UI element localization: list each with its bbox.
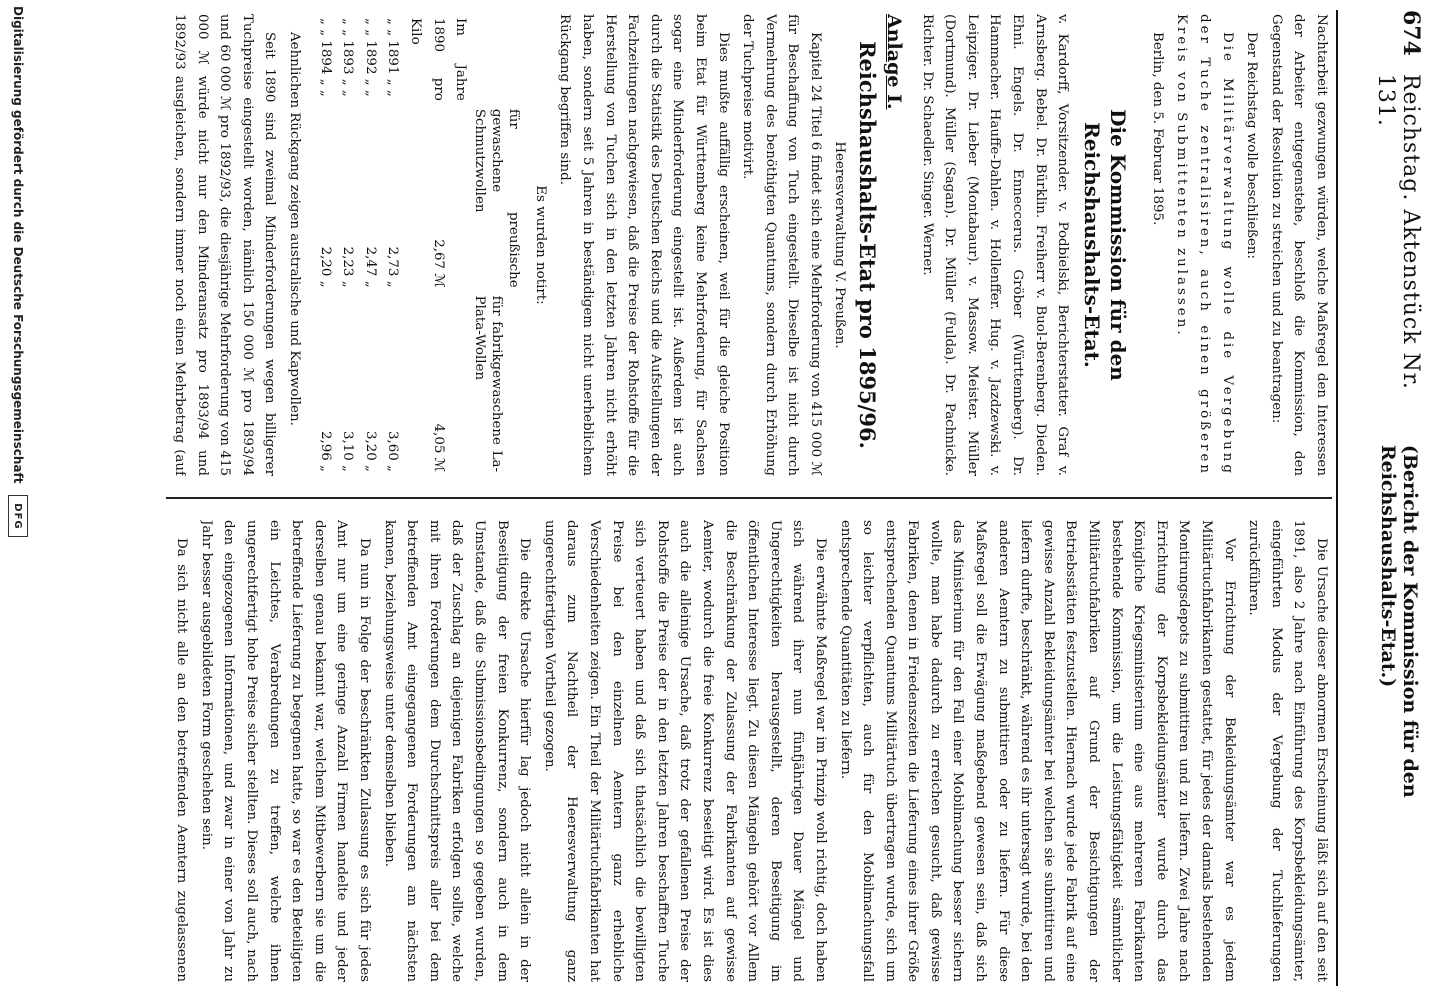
price-cell: 2,67 ℳ: [430, 239, 446, 288]
table-header: für fabrikgewaschene La-Plata-Wollen: [472, 295, 505, 472]
member-list: v. Kardorff, Vorsitzender. v. Podbielski, Berichterstatter. Graf v. Arnsberg. Bebel. Dr. Bürklin. Freiherr v. Buol-Berenberg. Dieden. Ehni. Engels. Dr. Enneccerus. Gröber (Württemberg). Dr. Hammacher. Hauffe-Dahlen. v. Hollenffer. Hug. v. Jazdzewski. v. Leipziger. Dr. Lieber (Montabaur). v. Massow. Meister. Müller (Dortmund). Müller (Sagan). Dr. Müller (Fulda). Dr. Pachnicke. Richter. Dr. Schaedler. Singer. Werner.: [919, 14, 1071, 476]
paragraph: Aehnlichen Rückgang zeigen australische und Kapwollen.: [287, 32, 303, 426]
paragraph: Da nun in Folge der beschränkten Zulassung es sich für jedes Amt nur um eine geringe Anzahl Firmen handelte und jeder derselben genau bekannt war, welchem Mitbewerbern sie um die betreffende Lieferung zu begegnen hatte, so war es den Beteiligten ein Leichtes, Verabredungen zu treffen, welche ihnen ungerechtfertigt hohe Preise sicher stellten. Dieses soll auch, nach den eingezogenen Informationen, und zwar in einer von Jahr zu Jahr besser ausgebildeten Form geschehen sein.: [198, 520, 373, 982]
wool-price-table: [313, 14, 522, 476]
paragraph: Der Reichstag wolle beschließen:: [1244, 32, 1260, 260]
price-cell: 2,20 „: [317, 246, 333, 288]
paragraph: Dies mußte auffällig erscheinen, weil für die gleiche Position beim Etat für Württemberg keine Mehrforderung, für Sachsen sogar eine Minderforderung eingestellt ist. Außerdem ist auch durch die Statistik des Deutschen Reichs und die Aufstellungen der Fachzeitungen nachgewiesen, daß die Preise der Rohstoffe für die Herstellung von Tuchen sich in den letzten Jahren nicht erhöht haben, sondern seit 5 Jahren in beständigem nicht unerheblichem Rückgang begriffen sind.: [557, 14, 731, 476]
price-cell: 2,73 „: [385, 246, 401, 288]
etat-subtitle: Heeresverwaltung V. Preußen.: [832, 141, 848, 349]
dfg-logo: DFG: [8, 495, 28, 537]
header-subtitle: (Bericht der Kommission für den Reichshaushalts-Etat.): [1377, 444, 1421, 798]
price-cell: 2,23 „: [340, 246, 356, 288]
date-line: Berlin, den 5. Februar 1895.: [1149, 32, 1165, 226]
resolution-text: Die Militärverwaltung wolle die Vergebung der Tuche zentralisiren, auch einen größeren Kreis von Submittenten zulassen.: [1174, 14, 1235, 476]
table-row: [403, 14, 471, 476]
row-label: „ „ 1893 „ „: [340, 18, 356, 97]
credit-text: Digitalisierung gefördert durch die Deutsche Forschungsgemeinschaft: [11, 6, 25, 484]
table-row: [313, 14, 336, 476]
table-header: für preußische gewaschene Schmutzwollen: [472, 108, 522, 288]
price-cell: 3,20 „: [362, 430, 378, 472]
paragraph: Die erwähnte Maßregel war im Prinzip wohl richtig, doch haben sich während ihrer nun fünfjährigen Dauer Mängel und Ungerechtigkeiten herausgestellt, deren Beseitigung im öffentlichen Interesse liegt. Zu diesen Mängeln gehört vor Allem die Beschränkung der Zulassung der Fabrikanten auf gewisse Aemter, wodurch die freie Konkurrenz beseitigt wird. Es ist dies auch die alleinige Ursache, daß trotz der gefallenen Preise der Rohstoffe die Preise der in den letzten Jahren beschafften Tuche sich verteuert haben und daß sich thatsächlich die bewilligten Preise bei den einzelnen Aemtern ganz erhebliche Verschiedenheiten zeigen. Ein Theil der Militärtuchfabrikanten hat daraus zum Nachtheil der Heeresverwaltung ganz ungerechtfertigten Vortheil gezogen.: [541, 520, 828, 982]
price-cell: 3,60 „: [385, 430, 401, 472]
annex-label: Anlage I.: [883, 14, 906, 110]
paragraph: Kapitel 24 Titel 6 findet sich eine Mehrforderung von 415 000 ℳ für Beschaffung von Tuch eingestellt. Dieselbe ist nicht durch Vermehrung des benöthigten Quantums, sondern durch Erhöhung der Tuchpreise motivirt.: [740, 14, 823, 476]
table-header: [471, 14, 522, 105]
price-cell: 2,96 „: [317, 430, 333, 472]
paragraph: Da sich nicht alle an den betreffenden Aemtern zugelassenen: [174, 538, 190, 982]
price-cell: 2,47 „: [362, 246, 378, 288]
price-cell: 4,05 ℳ: [430, 423, 446, 472]
row-label: „ „ 1891 „ „: [385, 18, 401, 97]
header-title: Reichstag. Aktenstück Nr. 131.: [1373, 73, 1423, 390]
running-header: [1336, 10, 1424, 986]
etat-title: Reichshaushalts-Etat pro 1895/96.: [855, 41, 881, 449]
paragraph: Seit 1890 sind zweimal Minderforderungen wegen billigerer Tuchpreise eingestellt worden, nämlich 150 000 ℳ pro 1893/94 und 60 000 ℳ pro 1892/93, die diesjährige Mehrforderung von 415 000 ℳ würde nicht nur den Minderansatz pro 1893/94 und 1892/93 ausgleichen, sondern immer noch einen Mehrbetrag (auf: [172, 14, 278, 476]
row-label: „ „ 1892 „ „: [362, 18, 378, 97]
table-row: [381, 14, 404, 476]
digitization-credit: [6, 6, 30, 986]
left-column: [168, 14, 1332, 476]
row-label: „ „ 1894 „ „: [317, 18, 333, 97]
table-header-row: [471, 14, 522, 476]
commission-heading: Die Kommission für den Reichshaushalts-Etat.: [1080, 109, 1131, 381]
paragraph: Vor Errichtung der Bekleidungsämter war es jedem Militärtuchfabrikanten gestattet, für jedes der damals bestehenden Montirungsdepots zu submittiren und zu liefern. Zwei Jahre nach Errichtung der Korpsbekleidungsämter wurde durch das Königliche Kriegsministerium eine aus mehreren Fabrikanten bestehende Kommission, um die Leistungsfähigkeit sämmtlicher Militärtuchfabriken auf Grund der Besichtigungen der Betriebsstätten festzustellen. Hiernach wurde jede Fabrik auf eine gewisse Anzahl Bekleidungsämter bei welchen sie submittiren und liefern durfte, beschränkt, während es ihr untersagt wurde, bei den anderen Aemtern zu submittiren oder zu liefern. Für diese Maßregel soll die Erwägung maßgebend gewesen sein, daß sich das Ministerium für den Fall einer Mobilmachung besser sichern wollte, man habe dadurch zu erreichen gesucht, daß gewisse Fabriken, denen in Friedenszeiten die Lieferung eines ihrer Größe entsprechenden Quantums Militärtuch übertragen wurde, sich um so leichter verpflichten, auch für den Mobilmachungsfall entsprechende Quantitäten zu liefern.: [837, 520, 1237, 982]
table-row: [358, 14, 381, 476]
paragraph: Die Ursache dieser abnormen Erscheinung läßt sich auf den seit 1891, also 2 Jahre nach Einführung des Korpsbekleidungsämter, eingeführten Modus der Vergebung der Tuchlieferungen zurückführen.: [1246, 520, 1329, 982]
price-cell: 3,10 „: [340, 430, 356, 472]
row-label: Im Jahre 1890 pro Kilo: [408, 18, 469, 101]
paragraph: Die direkte Ursache hierfür lag jedoch nicht allein in der Beseitigung der freien Konkurrenz, sondern auch in dem Umstande, daß die Submissionsbedingungen so gegeben wurden, daß der Zuschlag an diejenigen Fabriken erfolgen sollte, welche mit ihren Forderungen dem Durchschnittspreis aller bei dem betreffenden Amt eingegangenen Forderungen am nächsten kamen, beziehungsweise unter demselben blieben.: [381, 520, 533, 982]
column-divider: [166, 497, 1332, 499]
right-column: [168, 520, 1332, 982]
page-number: 674: [1398, 10, 1424, 56]
table-row: [336, 14, 359, 476]
paragraph: Nachtarbeit gezwungen würden, welche Maßregel den Interessen der Arbeiter entgegenstehe, beschloß die Kommission, den Gegenstand der Resolution zu streichen und zu beantragen:: [1268, 14, 1329, 476]
paragraph: Es wurden notirt:: [532, 185, 548, 305]
